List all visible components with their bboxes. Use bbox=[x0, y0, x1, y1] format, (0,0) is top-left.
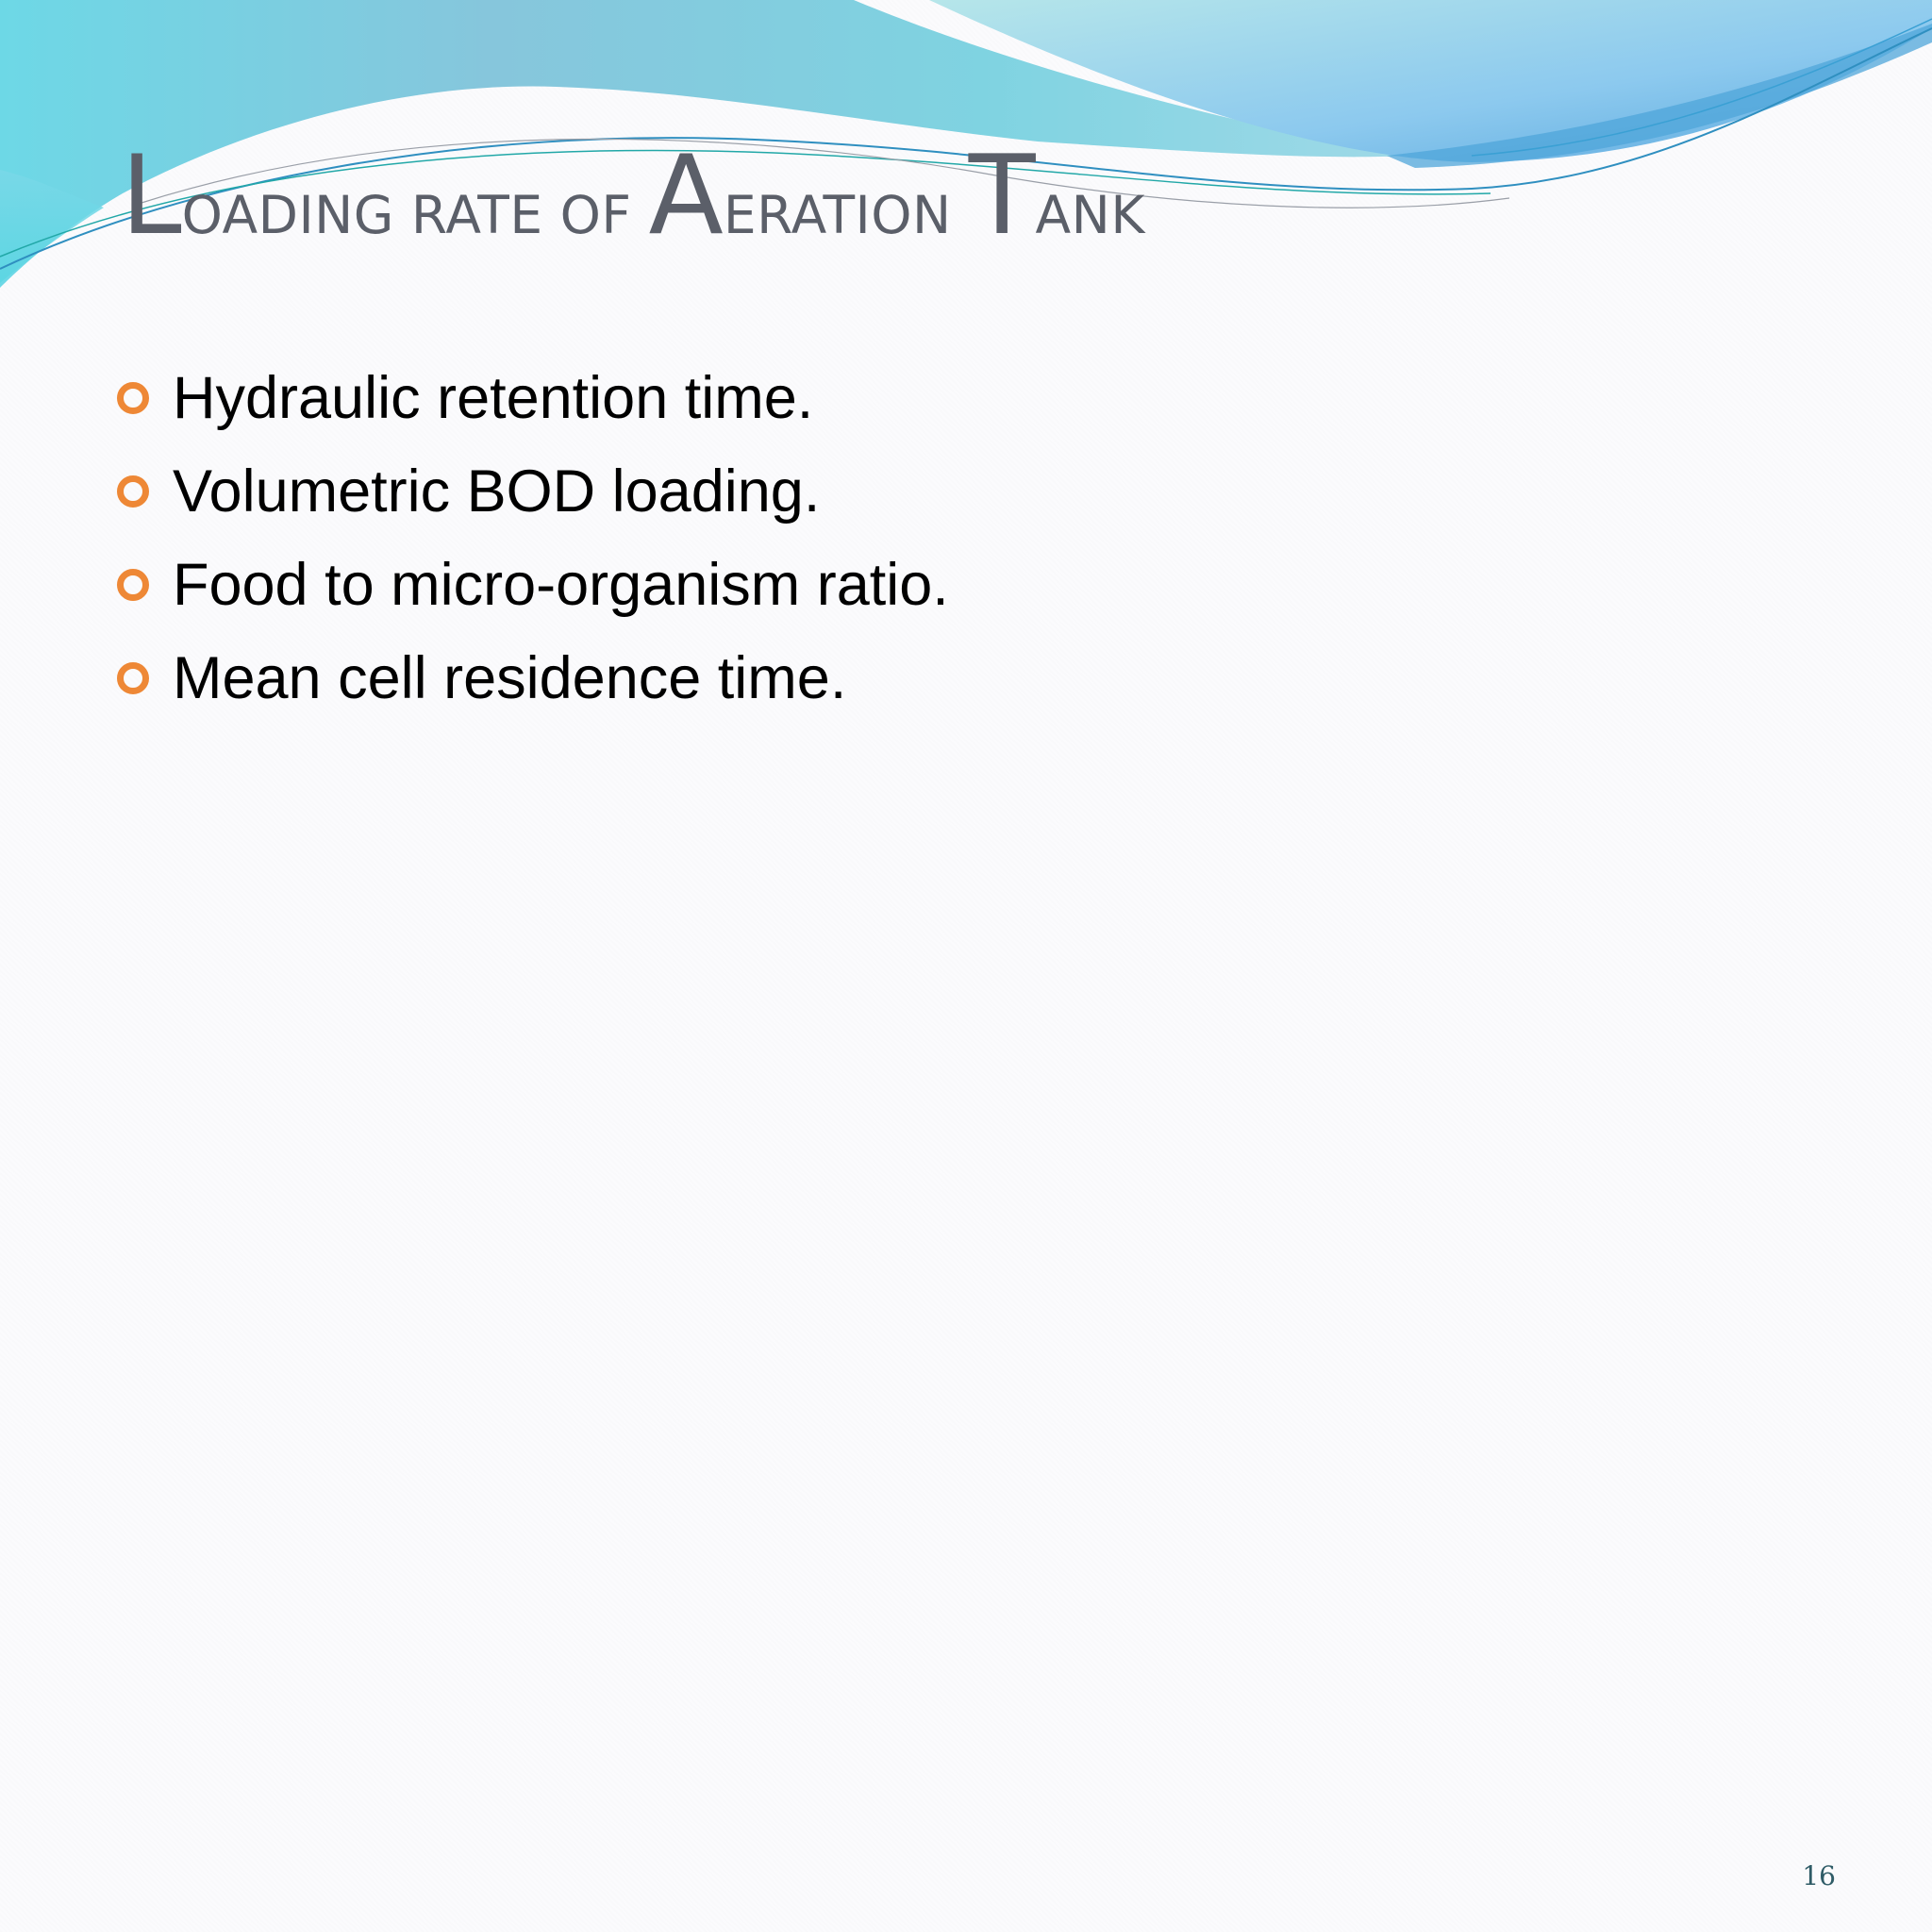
title-small-caps: OADING RATE OF bbox=[181, 185, 649, 245]
title-initial-cap: T bbox=[968, 132, 1036, 259]
bullet-text: Hydraulic retention time. bbox=[173, 364, 814, 431]
title-small-caps: ERATION bbox=[723, 185, 969, 245]
title-initial-cap: A bbox=[648, 132, 724, 259]
title-small-caps: ANK bbox=[1035, 185, 1145, 245]
bullet-list bbox=[117, 351, 949, 724]
circle-bullet-icon bbox=[117, 662, 149, 694]
bullet-item bbox=[117, 444, 949, 538]
slide-title bbox=[121, 132, 1145, 259]
bullet-text: Volumetric BOD loading. bbox=[173, 458, 821, 525]
circle-bullet-icon bbox=[117, 569, 149, 601]
bullet-item bbox=[117, 351, 949, 444]
page-number: 16 bbox=[1802, 1860, 1836, 1891]
bullet-item bbox=[117, 538, 949, 631]
circle-bullet-icon bbox=[117, 475, 149, 508]
bullet-text: Food to micro-organism ratio. bbox=[173, 551, 949, 618]
title-initial-cap: L bbox=[121, 132, 182, 259]
circle-bullet-icon bbox=[117, 382, 149, 414]
bullet-text: Mean cell residence time. bbox=[173, 644, 847, 711]
bullet-item bbox=[117, 631, 949, 724]
